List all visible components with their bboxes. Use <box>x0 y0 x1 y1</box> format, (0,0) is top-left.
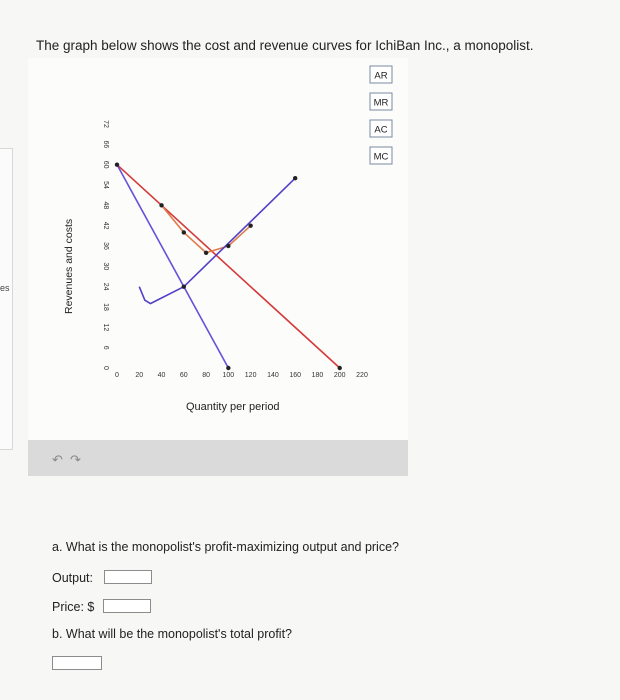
x-tick-label: 0 <box>115 372 119 379</box>
graph-container <box>28 58 408 440</box>
y-tick-label: 6 <box>102 345 110 350</box>
toolbar <box>28 440 408 476</box>
legend-button-mc[interactable] <box>370 147 392 164</box>
legend-button-ac[interactable] <box>370 120 392 137</box>
y-tick-label: 66 <box>102 140 110 149</box>
chart-svg[interactable] <box>28 58 408 440</box>
data-point <box>338 366 342 370</box>
x-tick-label: 160 <box>289 372 302 379</box>
x-tick-label: 100 <box>222 372 235 379</box>
y-tick-label: 0 <box>102 366 110 370</box>
question-a: a. What is the monopolist's profit-maximizing output and price? <box>52 540 399 554</box>
output-label: Output: <box>52 571 93 585</box>
y-tick-label: 12 <box>102 323 110 332</box>
series-mr-line <box>117 165 228 368</box>
y-tick-label: 42 <box>102 221 110 230</box>
legend-button-label: AC <box>374 124 388 136</box>
redo-icon[interactable]: ↷ <box>70 452 81 467</box>
legend-button-mr[interactable] <box>370 93 392 110</box>
y-tick-label: 36 <box>102 242 110 250</box>
x-tick-label: 220 <box>356 372 368 379</box>
x-tick-label: 60 <box>179 372 188 379</box>
x-tick-label: 180 <box>311 372 324 379</box>
y-tick-label: 72 <box>102 120 110 128</box>
y-tick-label: 60 <box>102 160 110 169</box>
x-tick-label: 140 <box>267 372 279 379</box>
x-tick-label: 20 <box>135 372 144 379</box>
undo-icon[interactable]: ↶ <box>52 452 63 467</box>
price-label: Price: $ <box>52 600 95 614</box>
y-tick-label: 24 <box>102 282 110 291</box>
data-point <box>226 244 230 248</box>
profit-input[interactable] <box>52 656 102 670</box>
page-heading: The graph below shows the cost and revenue curves for IchiBan Inc., a monopolist. <box>36 38 534 53</box>
data-point <box>115 162 119 166</box>
data-point <box>204 251 208 255</box>
x-tick-label: 200 <box>333 372 346 379</box>
y-tick-label: 30 <box>102 262 110 271</box>
price-input[interactable] <box>103 599 151 613</box>
legend-button-ar[interactable] <box>370 66 392 83</box>
y-axis-label: Revenues and costs <box>63 218 75 314</box>
y-tick-label: 18 <box>102 303 110 311</box>
series-ar-line <box>117 165 340 368</box>
question-b: b. What will be the monopolist's total profit? <box>52 627 293 641</box>
data-point <box>182 230 186 234</box>
data-point <box>248 223 252 227</box>
legend-button-label: AR <box>374 70 388 82</box>
data-point <box>226 366 230 370</box>
y-tick-label: 48 <box>102 201 110 210</box>
axes <box>102 120 368 379</box>
x-axis-label: Quantity per period <box>186 401 280 413</box>
legend <box>370 66 392 164</box>
output-input[interactable] <box>104 570 152 584</box>
data-point <box>159 203 163 207</box>
side-panel-edge <box>0 148 13 450</box>
data-point <box>293 176 297 180</box>
x-tick-label: 40 <box>157 372 166 379</box>
legend-button-label: MC <box>373 151 389 163</box>
series-mc-line <box>139 178 295 303</box>
legend-button-label: MR <box>373 97 389 109</box>
x-tick-label: 80 <box>202 372 210 379</box>
side-panel-text: es <box>0 283 10 293</box>
x-tick-label: 120 <box>244 372 257 379</box>
series-layer <box>117 165 340 368</box>
y-tick-label: 54 <box>102 181 110 189</box>
data-point <box>182 284 186 288</box>
